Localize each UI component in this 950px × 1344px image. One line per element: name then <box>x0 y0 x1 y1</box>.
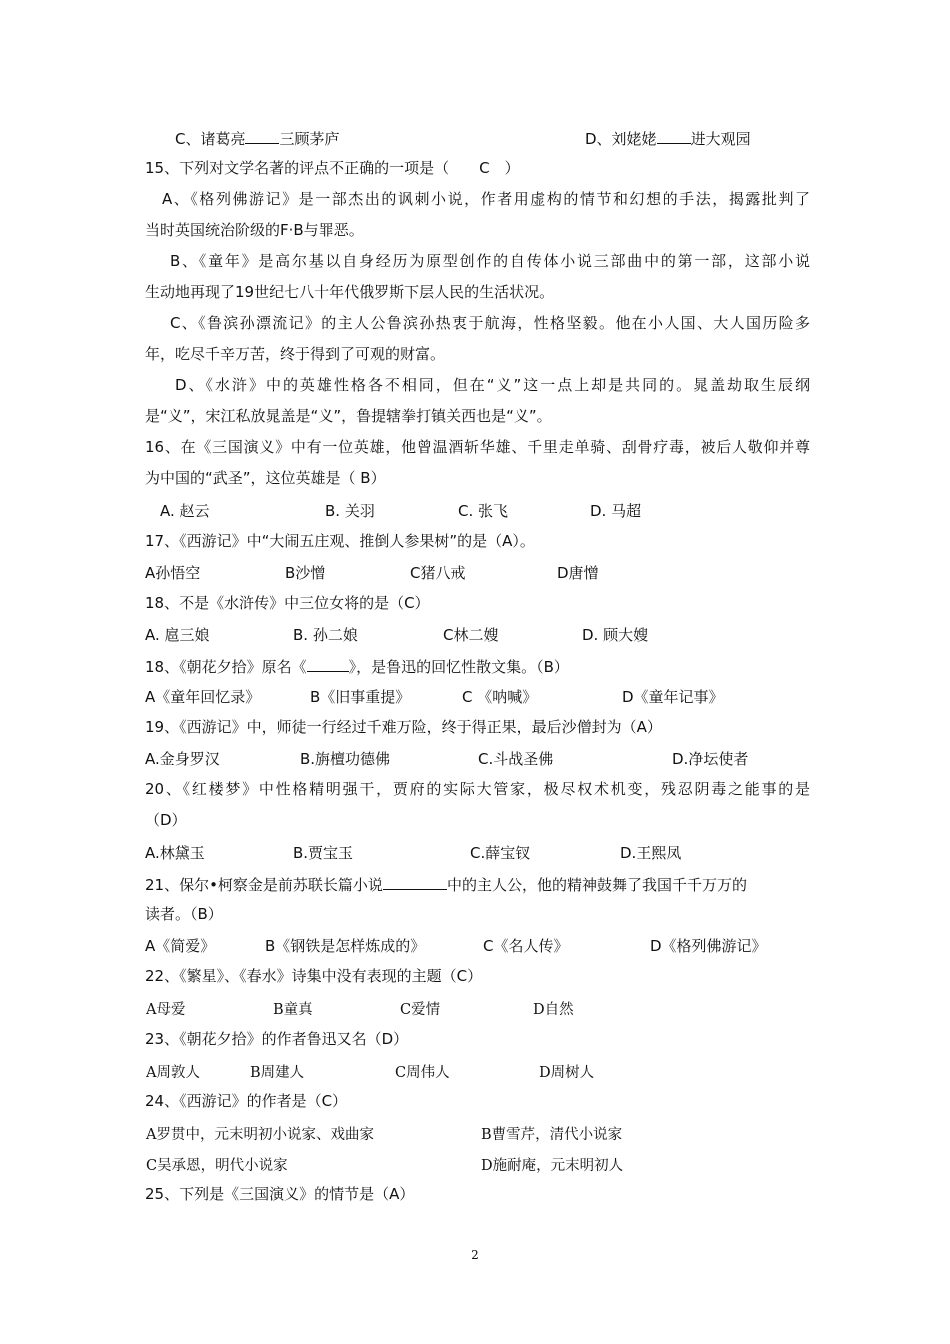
q15-option-a-line2: 当时英国统治阶级的F·B与罪恶。 <box>145 221 364 239</box>
q14-option-d <box>585 127 751 149</box>
q20-stem-line1: 20、《红楼梦》中性格精明强干，贾府的实际大管家，极尽权术机变，残忍阴毒之能事的是 <box>145 780 810 798</box>
q18b-stem-end: 》，是鲁迅的回忆性散文集。（B） <box>348 658 569 676</box>
q22-stem: 22、《繁星》、《春水》诗集中没有表现的主题（C） <box>145 967 483 985</box>
q24-option-b: B曹雪芹，清代小说家 <box>481 1127 623 1143</box>
q16-option-b: B. 关羽 <box>325 502 375 520</box>
q15-option-a-line1: A、《格列佛游记》是一部杰出的讽刺小说，作者用虚构的情节和幻想的手法，揭露批判了 <box>162 190 810 208</box>
q18b-stem <box>145 655 810 677</box>
q24-option-d: D施耐庵，元末明初人 <box>481 1158 624 1174</box>
q14-option-c-tail: 三顾茅庐 <box>279 130 340 148</box>
q22-option-d: D自然 <box>533 1002 574 1018</box>
q21-stem-line1 <box>145 873 810 895</box>
q15-stem: 15、下列对文学名著的评点不正确的一项是（ C ） <box>145 159 520 177</box>
q15-option-b-line2: 生动地再现了19世纪七八十年代俄罗斯下层人民的生活状况。 <box>145 283 555 301</box>
q19-option-a: A.金身罗汉 <box>145 750 220 768</box>
answer-blank <box>383 873 447 890</box>
q21-stem-line2: 读者。（B） <box>145 905 223 923</box>
q18a-option-d: D. 顾大嫂 <box>582 626 649 644</box>
q15-option-b-line1: B、《童年》是高尔基以自身经历为原型创作的自传体小说三部曲中的第一部，这部小说 <box>170 252 810 270</box>
q17-stem: 17、《西游记》中“大闹五庄观、推倒人参果树”的是（A）。 <box>145 532 535 550</box>
q23-option-c: C周伟人 <box>395 1065 450 1081</box>
q14-option-d-tail: 进大观园 <box>690 130 751 148</box>
q22-option-c: C爱情 <box>400 1002 441 1018</box>
q24-option-c: C吴承恩，明代小说家 <box>146 1158 288 1174</box>
q18b-option-d: D《童年记事》 <box>622 688 724 706</box>
q22-option-a: A母爱 <box>146 1002 186 1018</box>
q21-option-a: A《简爱》 <box>145 937 216 955</box>
q23-option-a: A周敦人 <box>146 1065 200 1081</box>
q18a-option-c: C林二嫂 <box>443 626 499 644</box>
q19-option-d: D.净坛使者 <box>672 750 749 768</box>
q21-option-c: C《名人传》 <box>483 937 569 955</box>
q18b-stem-start: 18、《朝花夕拾》原名《 <box>145 658 307 676</box>
q14-option-c <box>175 127 340 149</box>
q16-option-d: D. 马超 <box>590 502 642 520</box>
q23-stem: 23、《朝花夕拾》的作者鲁迅又名（D） <box>145 1030 409 1048</box>
q23-option-b: B周建人 <box>250 1065 305 1081</box>
q21-option-d: D《格列佛游记》 <box>650 937 767 955</box>
q18b-option-b: B《旧事重提》 <box>310 688 411 706</box>
q21-stem-end: 中的主人公，他的精神鼓舞了我国千千万万的 <box>446 876 747 894</box>
answer-blank <box>245 127 279 144</box>
q15-option-c-line2: 年，吃尽千辛万苦，终于得到了可观的财富。 <box>145 345 446 363</box>
q18a-option-a: A. 扈三娘 <box>145 626 210 644</box>
q20-option-b: B.贾宝玉 <box>293 844 354 862</box>
q16-stem-line1: 16、在《三国演义》中有一位英雄，他曾温酒斩华雄、千里走单骑、刮骨疗毒，被后人敬仰并尊 <box>145 438 810 456</box>
q15-option-d-line2: 是“义”，宋江私放晁盖是“义”，鲁提辖拳打镇关西也是“义”。 <box>145 407 552 425</box>
q25-stem: 25、下列是《三国演义》的情节是（A） <box>145 1185 415 1203</box>
q17-option-b: B沙憎 <box>285 564 326 582</box>
q18b-option-c: C 《呐喊》 <box>462 688 538 706</box>
q19-option-b: B.旃檀功德佛 <box>300 750 391 768</box>
q15-option-d-line1: D、《水浒》中的英雄性格各不相同，但在“义”这一点上却是共同的。晁盖劫取生辰纲 <box>175 376 810 394</box>
q17-option-c: C猪八戒 <box>410 564 466 582</box>
q19-option-c: C.斗战圣佛 <box>478 750 554 768</box>
q20-stem-line2: （D） <box>145 811 187 829</box>
q17-option-a: A孙悟空 <box>145 564 201 582</box>
q24-option-a: A罗贯中，元末明初小说家、戏曲家 <box>146 1127 374 1143</box>
answer-blank <box>657 127 691 144</box>
q15-option-c-line1: C、《鲁滨孙漂流记》的主人公鲁滨孙热衷于航海，性格坚毅。他在小人国、大人国历险多 <box>170 314 810 332</box>
page-number: 2 <box>471 1248 479 1262</box>
q16-option-a: A. 赵云 <box>160 502 210 520</box>
q18b-option-a: A《童年回忆录》 <box>145 688 261 706</box>
q23-option-d: D周树人 <box>539 1065 595 1081</box>
q16-stem-line2: 为中国的“武圣”，这位英雄是（ B） <box>145 469 386 487</box>
q16-option-c: C. 张飞 <box>458 502 509 520</box>
q20-option-c: C.薛宝钗 <box>470 844 531 862</box>
q18a-stem: 18、不是《水浒传》中三位女将的是（C） <box>145 594 430 612</box>
q14-option-d-text: D、刘姥姥 <box>585 130 657 148</box>
q21-stem-start: 21、保尔•柯察金是前苏联长篇小说 <box>145 876 383 894</box>
q20-option-a: A.林黛玉 <box>145 844 205 862</box>
answer-blank <box>307 655 349 672</box>
q21-option-b: B《钢铁是怎样炼成的》 <box>265 937 426 955</box>
q17-option-d: D唐憎 <box>557 564 599 582</box>
q19-stem: 19、《西游记》中，师徒一行经过千难万险，终于得正果，最后沙僧封为（A） <box>145 718 662 736</box>
q22-option-b: B童真 <box>273 1002 313 1018</box>
q18a-option-b: B. 孙二娘 <box>293 626 358 644</box>
q20-option-d: D.王熙凤 <box>620 844 682 862</box>
q24-stem: 24、《西游记》的作者是（C） <box>145 1092 348 1110</box>
q14-option-c-text: C、诸葛亮 <box>175 130 246 148</box>
